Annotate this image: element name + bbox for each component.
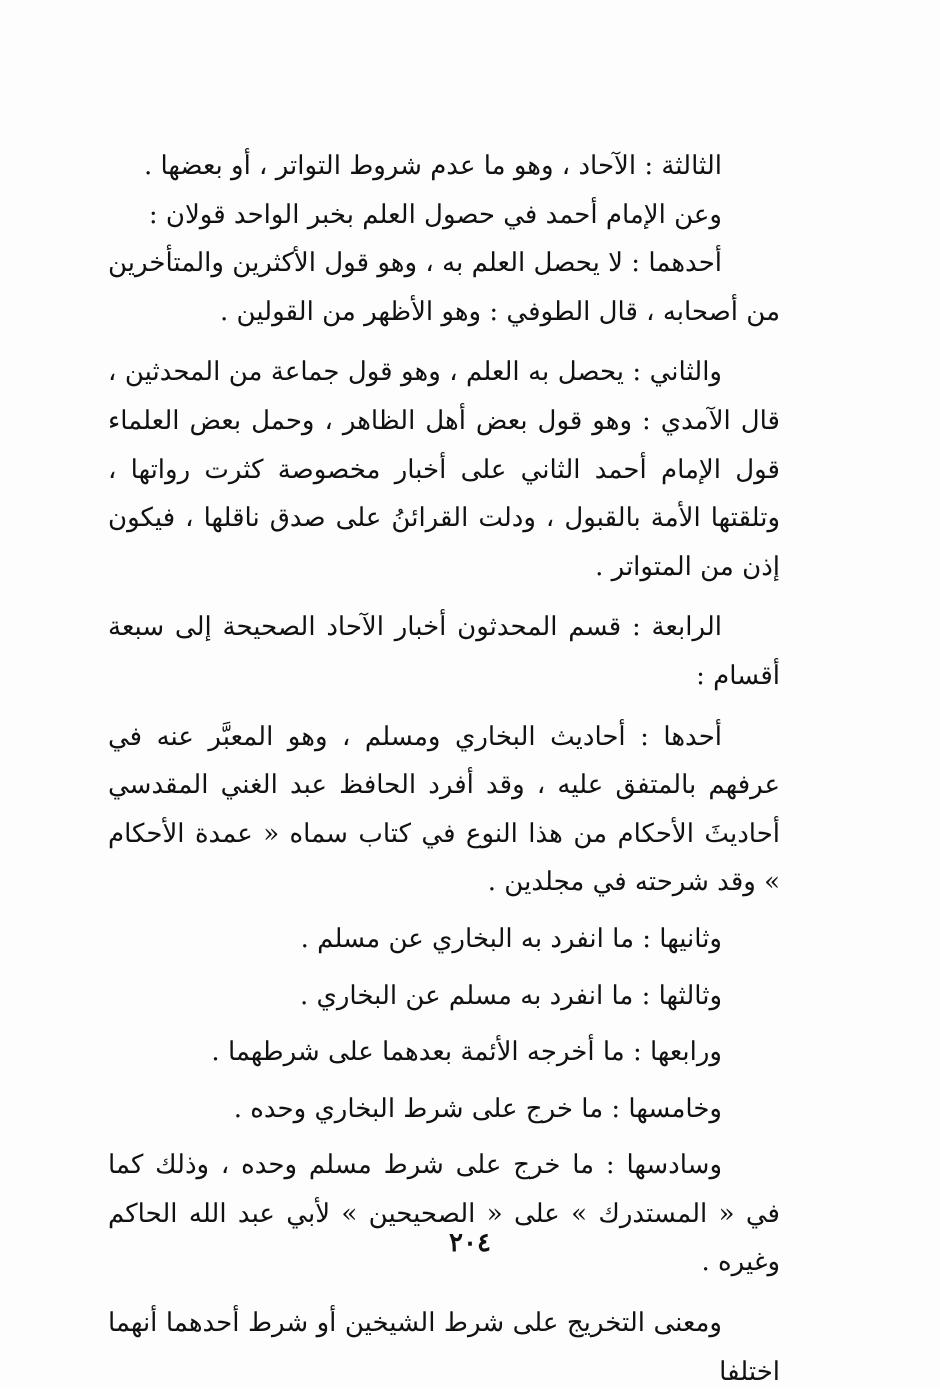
list-item-3: وثالثها : ما انفرد به مسلم عن البخاري . — [299, 980, 722, 1011]
paragraph-3: أحدهما : لا يحصل العلم به ، وهو قول الأكثرين والمتأخرين من أصحابه ، قال الطوفي : وهو الأظهر من القولين . — [108, 248, 780, 327]
paragraph-last: ومعنى التخريج على شرط الشيخين أو شرط أحدهما أنهما اختلفا — [108, 1308, 780, 1387]
paragraph-6: أحدها : أحاديث البخاري ومسلم ، وهو المعبَّر عنه في عرفهم بالمتفق عليه ، وقد أفرد الحافظ عبد الغني المقدسي أحاديثَ الأحكام من هذا النوع في كتاب سماه « عمدة الأحكام » وقد شرحته في مجلدين . — [108, 721, 780, 898]
paragraph-2: وعن الإمام أحمد في حصول العلم بخبر الواحد قولان : — [148, 199, 722, 230]
list-item-5: وخامسها : ما خرج على شرط البخاري وحده . — [233, 1093, 722, 1124]
list-item-2: وثانيها : ما انفرد به البخاري عن مسلم . — [300, 923, 722, 954]
paragraph-4: والثاني : يحصل به العلم ، وهو قول جماعة من المحدثين ، قال الآمدي : وهو قول بعض أهل الظاهر ، وحمل بعض العلماء قول الإمام أحمد الثاني على أخبار مخصوصة كثرت رواتها ، وتلقتها الأمة بالقبول ، ودلت القرائنُ على صدق ناقلها ، فيكون إذن من المتواتر . — [108, 357, 780, 582]
list-item-6: وسادسها : ما خرج على شرط مسلم وحده ، وذلك كما في « المستدرك » على « الصحيحين » لأبي عبد الله الحاكم وغيره . — [108, 1150, 780, 1278]
page-number: ٢٠٤ — [449, 1228, 491, 1258]
list-item-4: ورابعها : ما أخرجه الأئمة بعدهما على شرطهما . — [211, 1037, 722, 1068]
paragraph-5: الرابعة : قسم المحدثون أخبار الآحاد الصحيحة إلى سبعة أقسام : — [108, 612, 780, 691]
body-text — [108, 142, 780, 1396]
paragraph-1: الثالثة : الآحاد ، وهو ما عدم شروط التواتر ، أو بعضها . — [143, 151, 722, 181]
